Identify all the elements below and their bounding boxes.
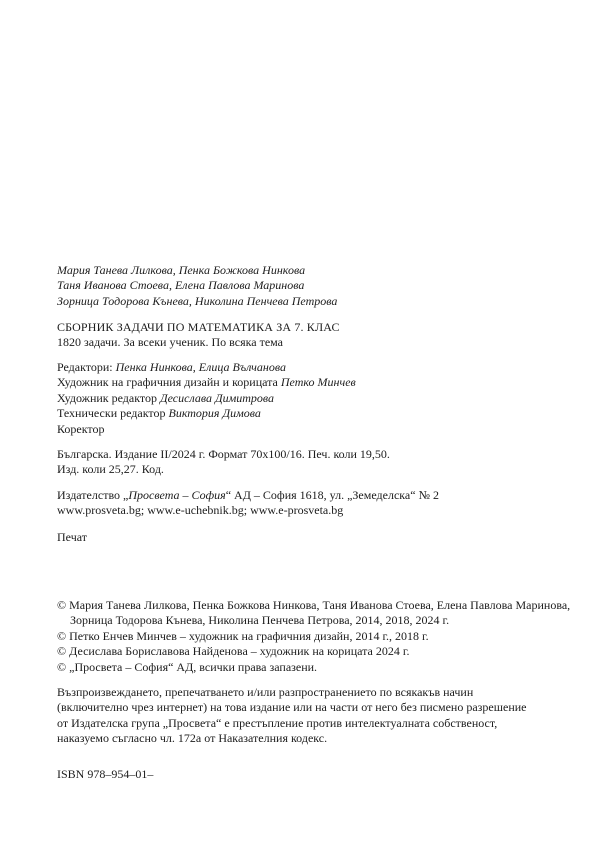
copyright-entry: © Десислава Бориславова Найденова – художник на корицата 2024 г. — [57, 644, 410, 659]
copyright-block — [57, 598, 570, 675]
authors-block — [57, 263, 337, 309]
edition-line: Изд. коли 25,27. Код. — [57, 462, 164, 477]
publisher-prefix: Издателство „ — [57, 488, 129, 502]
book-subtitle: 1820 задачи. За всеки ученик. По всяка тема — [57, 335, 283, 350]
editors-names: Пенка Нинкова, Елица Вълчанова — [115, 360, 286, 374]
tech-editor-line — [57, 406, 356, 421]
author-line: Таня Иванова Стоева, Елена Павлова Маринова — [57, 278, 305, 293]
publisher-suffix: “ АД – София 1618, ул. „Земеделска“ № 2 — [225, 488, 440, 502]
disclaimer-line: от Издателска група „Просвета“ е престъпление против интелектуалната собственост, — [57, 715, 498, 730]
disclaimer-block — [57, 685, 526, 747]
copyright-entry: © Мария Танева Лилкова, Пенка Божкова Нинкова, Таня Иванова Стоева, Елена Павлова Маринова, — [57, 598, 571, 612]
designer-label: Художник на графичния дизайн и корицата — [57, 375, 281, 390]
author-line: Мария Танева Лилкова, Пенка Божкова Нинкова — [57, 263, 306, 277]
isbn-line: ISBN 978–954–01– — [57, 767, 154, 781]
proofreader-line: Коректор — [57, 421, 105, 436]
art-editor-label: Художник редактор — [57, 390, 160, 405]
credits-block — [57, 360, 356, 437]
publisher-block — [57, 488, 439, 519]
author-line: Зорница Тодорова Кънева, Николина Пенчева Петрова — [57, 293, 338, 308]
designer-line — [57, 375, 356, 390]
editors-label: Редактори: — [57, 360, 116, 374]
disclaimer-line: наказуемо съгласно чл. 172а от Наказателния кодекс. — [57, 731, 328, 746]
publisher-line — [57, 488, 439, 503]
edition-line: Българска. Издание II/2024 г. Формат 70x100/16. Печ. коли 19,50. — [57, 447, 390, 461]
tech-editor-name: Виктория Димова — [168, 406, 261, 421]
art-editor-name: Десислава Димитрова — [159, 390, 275, 405]
editors-line — [57, 360, 356, 375]
copyright-entry: © „Просвета – София“ АД, всички права запазени. — [57, 659, 318, 674]
copyright-entry: © Петко Енчев Минчев – художник на графичния дизайн, 2014 г., 2018 г. — [57, 628, 429, 643]
tech-editor-label: Технически редактор — [57, 406, 169, 421]
copyright-entry-continuation: Зорница Тодорова Кънева, Николина Пенчева Петрова, 2014, 2018, 2024 г. — [70, 613, 450, 628]
publisher-name: Просвета – София — [128, 488, 226, 502]
title-block — [57, 320, 340, 351]
disclaimer-line: Възпроизвеждането, препечатването и/или разпространението по всякакъв начин — [57, 685, 474, 699]
print-label: Печат — [57, 530, 87, 544]
designer-name: Петко Минчев — [280, 375, 356, 390]
publisher-websites: www.prosveta.bg; www.e-uchebnik.bg; www.e-prosveta.bg — [57, 503, 344, 518]
art-editor-line — [57, 391, 356, 406]
edition-block — [57, 447, 390, 478]
book-title: СБОРНИК ЗАДАЧИ ПО МАТЕМАТИКА ЗА 7. КЛАС — [57, 320, 340, 334]
disclaimer-line: (включително чрез интернет) на това издание или на части от него без писмено разрешение — [57, 700, 527, 715]
